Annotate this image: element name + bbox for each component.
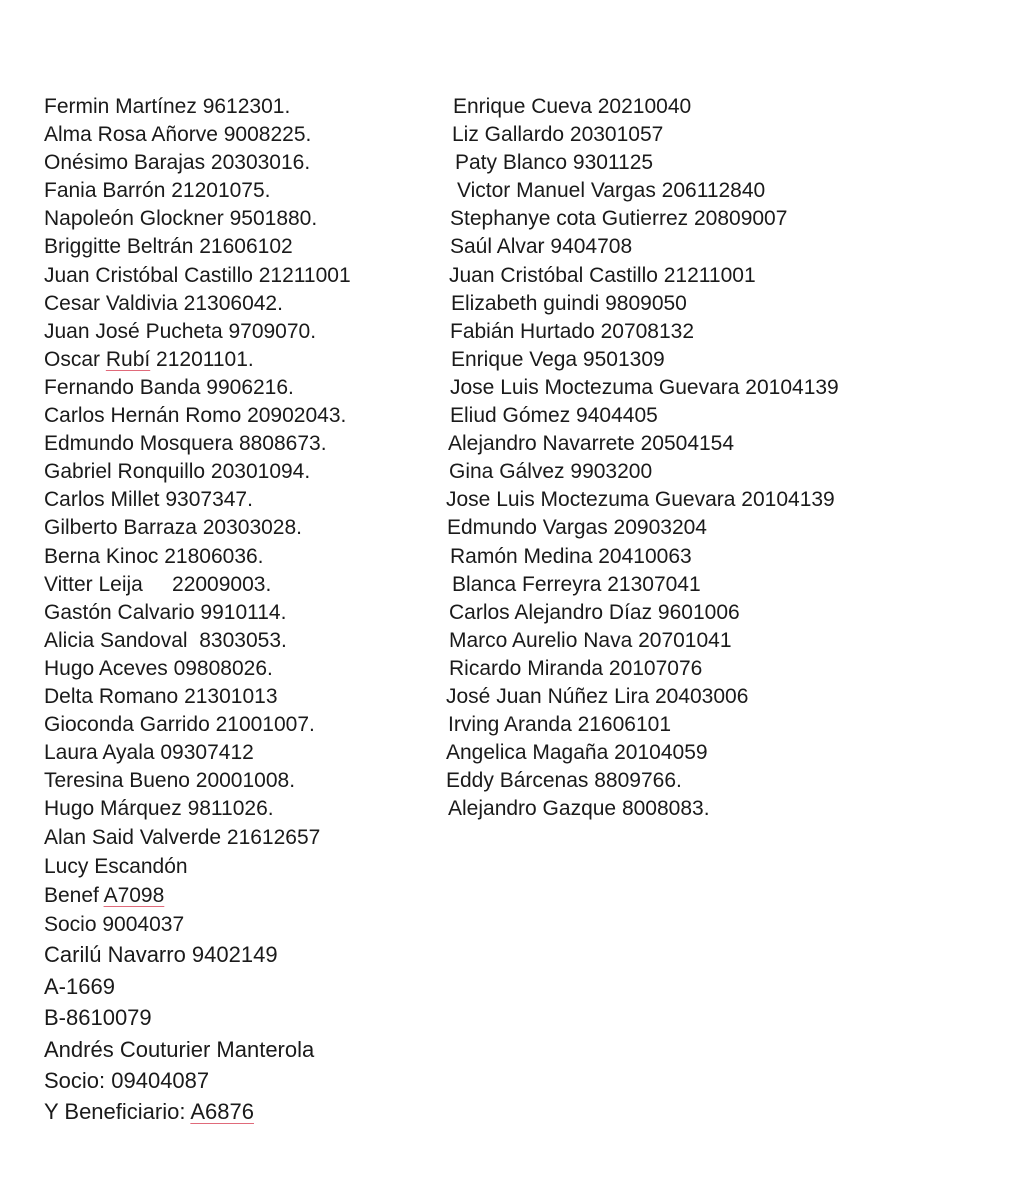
list-item: Carlos Hernán Romo 20902043.	[44, 404, 347, 428]
list-item: Eddy Bárcenas 8809766.	[446, 769, 682, 793]
list-item: Fania Barrón 21201075.	[44, 179, 271, 203]
spellcheck-underlined-text: Rubí	[105, 347, 151, 371]
list-item: Laura Ayala 09307412	[44, 741, 254, 765]
list-item: Eliud Gómez 9404405	[450, 404, 658, 428]
list-item: Alejandro Navarrete 20504154	[448, 432, 735, 456]
list-item: Delta Romano 21301013	[44, 684, 278, 708]
list-item: Angelica Magaña 20104059	[446, 741, 708, 765]
list-item: Gina Gálvez 9903200	[449, 460, 653, 484]
list-item: Hugo Márquez 9811026.	[44, 797, 274, 821]
list-item	[44, 881, 444, 910]
list-item: Andrés Couturier Manterola	[44, 1036, 315, 1062]
list-item: Saúl Alvar 9404708	[450, 235, 633, 259]
list-item: Juan Cristóbal Castillo 21211001	[449, 263, 756, 287]
list-item: Briggitte Beltrán 21606102	[44, 235, 293, 259]
list-item: Jose Luis Moctezuma Guevara 20104139	[446, 488, 835, 512]
list-item: Enrique Vega 9501309	[451, 347, 665, 371]
list-item: Napoleón Glockner 9501880.	[44, 207, 318, 231]
list-item: Fernando Banda 9906216.	[44, 375, 294, 399]
entry-text: 21201101.	[150, 347, 254, 371]
list-item: Carilú Navarro 9402149	[44, 942, 278, 968]
list-item: Enrique Cueva 20210040	[453, 95, 692, 118]
list-item: Irving Aranda 21606101	[448, 713, 672, 737]
list-item: Paty Blanco 9301125	[455, 151, 654, 175]
list-item: Blanca Ferreyra 21307041	[452, 572, 701, 596]
list-item: Gilberto Barraza 20303028.	[44, 516, 302, 540]
list-item: Juan José Pucheta 9709070.	[44, 319, 317, 343]
list-item: Marco Aurelio Nava 20701041	[449, 628, 732, 652]
spellcheck-underlined-text: A7098	[103, 884, 165, 908]
list-item: Vitter Leija 22009003.	[44, 572, 272, 596]
list-item: Jose Luis Moctezuma Guevara 20104139	[450, 375, 839, 399]
list-item: Gabriel Ronquillo 20301094.	[44, 460, 311, 484]
list-item: Socio 9004037	[44, 913, 185, 937]
list-item: Fermin Martínez 9612301.	[44, 95, 291, 118]
list-item: Juan Cristóbal Castillo 21211001	[44, 263, 351, 287]
list-item: Alma Rosa Añorve 9008225.	[44, 123, 312, 147]
list-item: Gastón Calvario 9910114.	[44, 600, 287, 624]
list-item: Carlos Alejandro Díaz 9601006	[449, 600, 740, 624]
list-item: Ricardo Miranda 20107076	[449, 656, 703, 680]
list-item: Stephanye cota Gutierrez 20809007	[450, 207, 788, 231]
list-item: Elizabeth guindi 9809050	[451, 291, 687, 315]
list-item: Alejandro Gazque 8008083.	[448, 797, 710, 821]
spellcheck-underlined-text: A6876	[190, 1099, 254, 1125]
list-item: José Juan Núñez Lira 20403006	[446, 684, 749, 708]
list-item: Hugo Aceves 09808026.	[44, 656, 273, 680]
right-name-list	[446, 93, 1006, 823]
list-item: Alan Said Valverde 21612657	[44, 826, 321, 850]
list-item: Victor Manuel Vargas 206112840	[457, 179, 766, 203]
list-item	[44, 1096, 444, 1127]
list-item: Alicia Sandoval 8303053.	[44, 628, 287, 652]
list-item: Edmundo Mosquera 8808673.	[44, 432, 327, 456]
list-item: Edmundo Vargas 20903204	[447, 516, 707, 540]
list-item: Carlos Millet 9307347.	[44, 488, 253, 512]
list-item: Teresina Bueno 20001008.	[44, 769, 296, 793]
list-item: Onésimo Barajas 20303016.	[44, 151, 311, 175]
list-item: Berna Kinoc 21806036.	[44, 544, 264, 568]
entry-text: Oscar	[44, 347, 106, 371]
list-item: Gioconda Garrido 21001007.	[44, 713, 315, 737]
list-item: Socio: 09404087	[44, 1068, 210, 1093]
list-item: A-1669	[44, 973, 115, 999]
list-item	[44, 346, 444, 374]
list-item: Fabián Hurtado 20708132	[450, 319, 695, 343]
list-item: Liz Gallardo 20301057	[452, 123, 664, 147]
list-item: Lucy Escandón	[44, 855, 188, 879]
left-name-list	[44, 93, 444, 1128]
list-item: B-8610079	[44, 1005, 152, 1031]
list-item: Cesar Valdivia 21306042.	[44, 291, 283, 315]
entry-text: Y Beneficiario:	[44, 1099, 191, 1125]
entry-text: Benef	[44, 884, 104, 908]
list-item: Ramón Medina 20410063	[450, 544, 692, 568]
